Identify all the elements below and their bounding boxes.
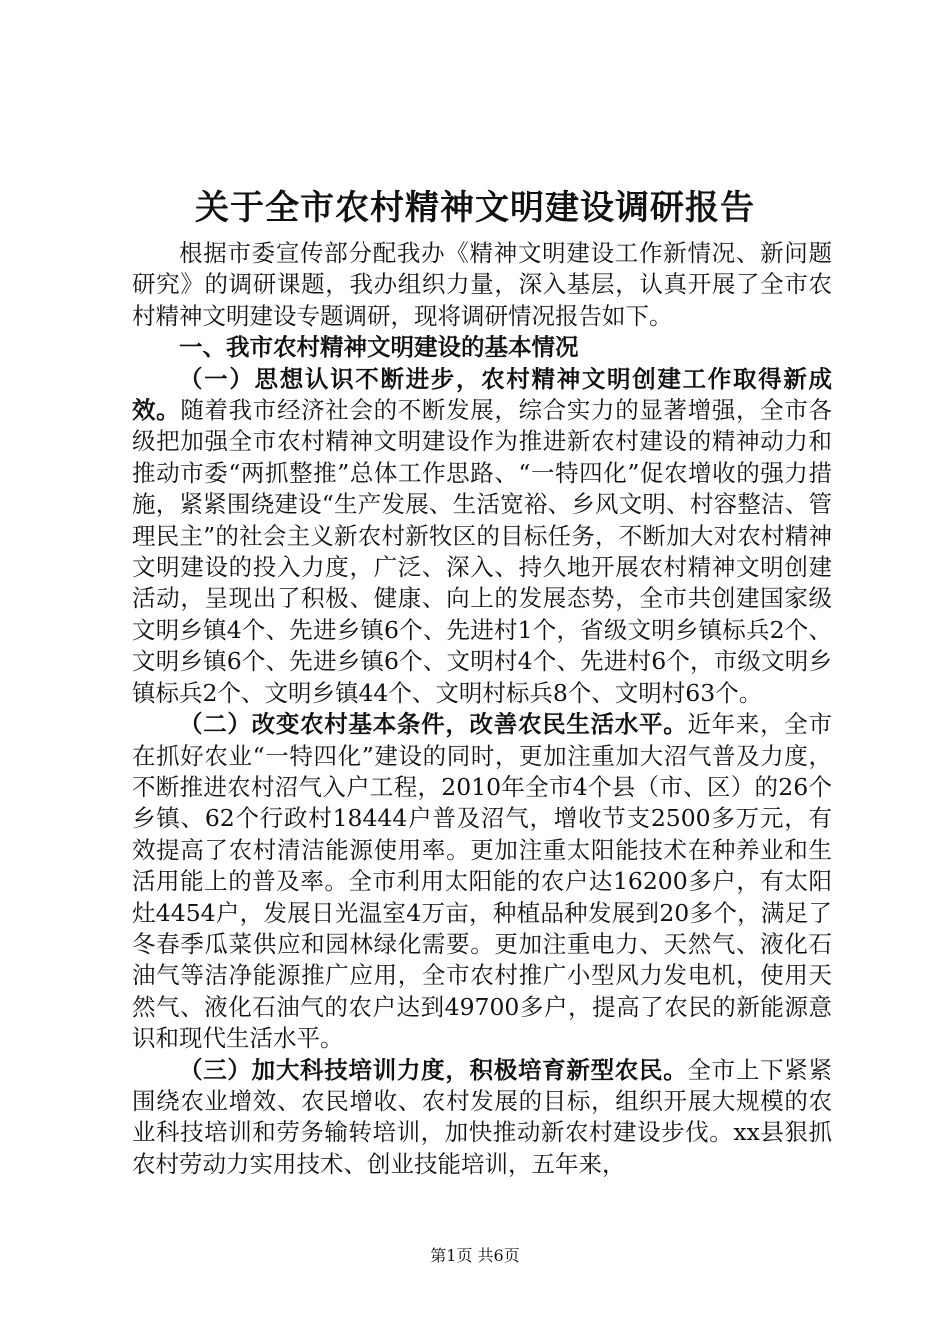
- section-heading: 一、我市农村精神文明建设的基本情况: [179, 333, 579, 362]
- intro-paragraph: 根据市委宣传部分配我办《精神文明建设工作新情况、新问题研究》的调研课题，我办组织力量，深入基层，认真开展了全市农村精神文明建设专题调研，现将调研情况报告如下。: [132, 239, 832, 330]
- paragraph-3-heading: （三）加大科技培训力度，积极培育新型农民。: [179, 1055, 688, 1084]
- document-body: [132, 238, 832, 1180]
- paragraph-2-heading: （二）改变农村基本条件，改善农民生活水平。: [179, 710, 688, 739]
- paragraph-2: [132, 709, 832, 1054]
- paragraph-1-heading: （一）思想认识不断进步，农村精神文明创建工作取得新成效。: [132, 364, 832, 425]
- paragraph-3-text: 全市上下紧紧围绕农业增效、农民增收、农村发展的目标，组织开展大规模的农业科技培训和劳务输转培训，加快推动新农村建设步伐。xx县狠抓农村劳动力实用技术、创业技能培训，五年来，: [132, 1055, 833, 1178]
- paragraph-1: [132, 364, 832, 709]
- paragraph-2-text: 近年来，全市在抓好农业“一特四化”建设的同时，更加注重加大沼气普及力度，不断推进农村沼气入户工程，2010年全市4个县（市、区）的26个乡镇、62个行政村18444户普及沼气，增收节支2500多万元，有效提高了农村清洁能源使用率。更加注重太阳能技术在种养业和生活用能上的普及率。全市利用太阳能的农户达16200多户，有太阳灶4454户，发展日光温室4万亩，种植品种发展到20多个，满足了冬春季瓜菜供应和园林绿化需要。更加注重电力、天然气、液化石油气等洁净能源推广应用，全市农村推广小型风力发电机，使用天然气、液化石油气的农户达到49700多户，提高了农民的新能源意识和现代生活水平。: [132, 710, 833, 1053]
- paragraph-3: [132, 1055, 832, 1181]
- paragraph-1-text: 随着我市经济社会的不断发展，综合实力的显著增强，全市各级把加强全市农村精神文明建设作为推进新农村建设的精神动力和推动市委“两抓整推”总体工作思路、“一特四化”促农增收的强力措施，紧紧围绕建设“生产发展、生活宽裕、乡风文明、村容整洁、管理民主”的社会主义新农村新牧区的目标任务，不断加大对农村精神文明建设的投入力度，广泛、深入、持久地开展农村精神文明创建活动，呈现出了积极、健康、向上的发展态势，全市共创建国家级文明乡镇4个、先进乡镇6个、先进村1个，省级文明乡镇标兵2个、文明乡镇6个、先进乡镇6个、文明村4个、先进村6个，市级文明乡镇标兵2个、文明乡镇44个、文明村标兵8个、文明村63个。: [132, 396, 833, 707]
- page-number-footer: 第1页 共6页: [430, 1246, 520, 1265]
- document-title: 关于全市农村精神文明建设调研报告: [195, 188, 755, 228]
